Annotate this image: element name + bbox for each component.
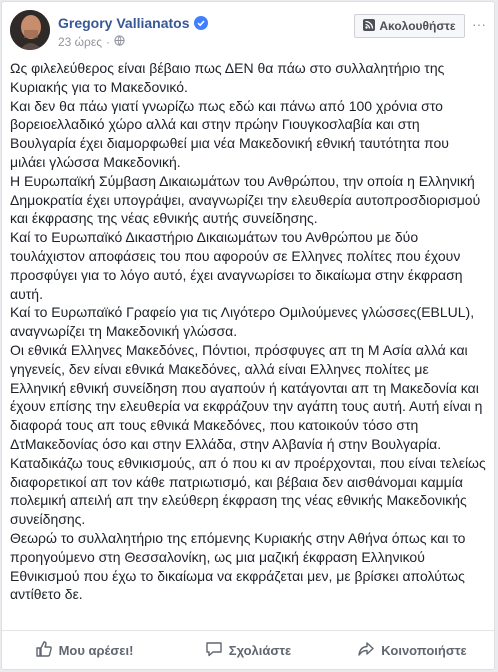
avatar[interactable]	[10, 10, 50, 50]
like-button[interactable]	[2, 631, 166, 669]
globe-icon	[114, 35, 125, 49]
post-timestamp[interactable]: 23 ώρες	[58, 35, 103, 49]
action-bar	[2, 630, 494, 669]
share-arrow-icon	[357, 640, 375, 661]
like-label: Μου αρέσει!	[58, 642, 134, 658]
post-paragraph: Και δεν θα πάω γιατί γνωρίζω πως εδώ και πάνω από 100 χρόνια στο βορειοελλαδικό χώρο αλλά και στην πρώην Γιουγκοσλαβία και στη Βουλγαρία έχει διαμορφωθεί μια νέα Μακεδονική εθνική ταυτότητα που μιλάει γλώσσα Μακεδονική.	[10, 97, 449, 170]
post-paragraph: Θεωρώ το συλλαλητήριο της επόμενης Κυριακής στην Αθήνα όπως και το προηγούμενο στη Θεσσαλονίκη, ως μια μαζική έκφραση Ελληνικού Εθνικισμού που έχω το δικαίωμα να εκφράζεται μεν, με βρίσκει απολύτως αντίθετο δε.	[10, 529, 466, 603]
post-paragraph: Καί το Ευρωπαϊκό Δικαστήριο Δικαιωμάτων του Ανθρώπου με δύο τουλάχιστον αποφάσεις του που αφορούν σε Ελληνες πολίτες που έχουν προσφύγει για το λόγο αυτό, έχει αναγνωρίσει το δικαίωμα στην έκφραση αυτή.	[10, 229, 463, 302]
comment-button[interactable]	[166, 631, 330, 669]
post-paragraph: Καί το Ευρωπαϊκό Γραφείο για τις Λιγότερο Ομιλούμενες γλώσσες(EBLUL), αναγνωρίζει τη Μακεδονική γλώσσα.	[10, 304, 475, 340]
follow-button[interactable]	[354, 14, 465, 38]
post-paragraph: Η Ευρωπαϊκή Σύμβαση Δικαιωμάτων του Ανθρώπου, την οποία η Ελληνική Δημοκρατία έχει υπογράψει, αναγνωρίζει την ελευθερία αυτοπροσδιορισμού και έκφρασης της νέας εθνικής αυτής συνείδησης.	[10, 172, 481, 227]
avatar-photo-icon	[10, 10, 50, 50]
more-options-icon[interactable]: ···	[472, 16, 486, 32]
post-paragraph: Ως φιλελεύθερος είναι βέβαιο πως ΔΕΝ θα πάω στο συλλαλητήριο της Κυριακής για το Μακεδονικό.	[10, 60, 445, 95]
follow-label: Ακολουθήστε	[379, 19, 456, 33]
thumbs-up-icon	[35, 640, 53, 661]
post-paragraph: Οι εθνικά Ελληνες Μακεδόνες, Πόντιοι, πρόσφυγες απ τη Μ Ασία αλλά και γηγενείς, δεν είναι εθνικά Μακεδόνες, αλλά είναι Ελληνες πολίτες με Ελληνική εθνική συνείδηση που αγαπούν ή κατάγονται απ τη Μακεδονία και έχουν επίσης την ελευθερία να εκφράζουν την αγάπη τους αυτή. Αυτή είναι η διαφορά τους απ τους εθνικά Μακεδόνες, που κατοικούν τόσο στη ΔτΜακεδονίας όσο και στην Ελλάδα, στην Αλβανία ή στην Βουλγαρία.	[10, 341, 483, 452]
share-button[interactable]	[330, 631, 494, 669]
post-body	[10, 59, 486, 604]
author-name[interactable]: Gregory Vallianatos	[58, 15, 190, 31]
author-line	[58, 15, 208, 31]
post-card	[1, 1, 495, 670]
post-meta	[58, 35, 125, 49]
meta-separator: ·	[106, 35, 111, 49]
comment-bubble-icon	[205, 640, 223, 661]
share-label: Κοινοποιήστε	[381, 642, 467, 658]
verified-badge-icon	[194, 16, 208, 30]
post-paragraph: Καταδικάζω τους εθνικισμούς, απ ό που κι αν προέρχονται, που είναι τελείως διαφορετικοί απ τον κάθε πατριωτισμό, και βέβαια δεν αισθάνομαι καμμία πολεμική απειλή απ την ελεύθερη έκφραση της νέας εθνικής Μακεδονικής συνείδησης.	[10, 454, 486, 528]
comment-label: Σχολιάστε	[228, 642, 292, 658]
rss-icon	[363, 19, 375, 34]
